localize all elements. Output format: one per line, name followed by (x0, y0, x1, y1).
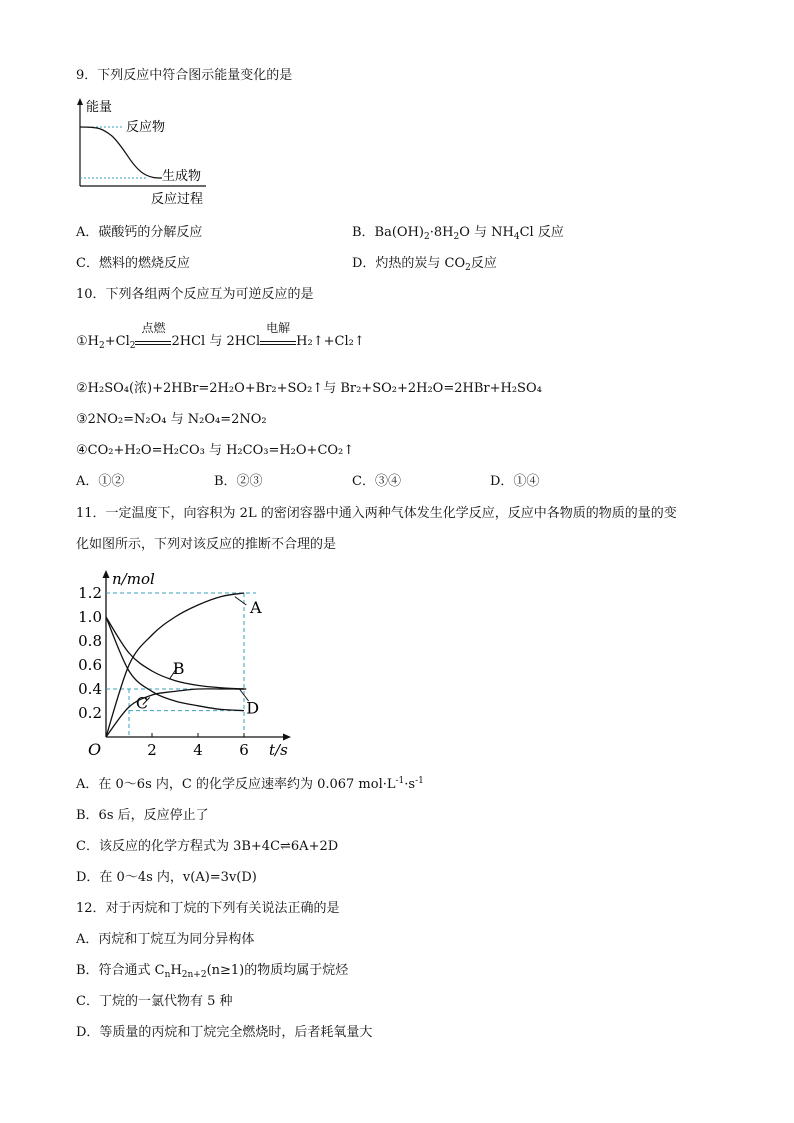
series-curve-d (106, 689, 244, 737)
y-tick-label: 0.4 (78, 680, 102, 698)
q12-stem: 12．对于丙烷和丁烷的下列有关说法正确的是 (76, 901, 340, 916)
x-tick-label: 6 (239, 741, 249, 758)
energy-x-label: 反应过程 (151, 192, 204, 207)
q12-option-b[interactable]: B．符合通式 $C_nH_{2n+2}(n\ge 1)$的物质均属于烷烃 (76, 963, 349, 980)
series-leader-a (235, 597, 247, 605)
x-axis-label: t/s (269, 741, 288, 758)
x-tick-label: 4 (193, 741, 203, 758)
series-label-d: D (246, 698, 260, 718)
q12-option-a[interactable]: A．丙烷和丁烷互为同分异构体 (76, 932, 255, 947)
q11-option-d[interactable]: D．在 0～4s 内，v(A)=3v(D) (76, 870, 257, 885)
series-label-c: C (135, 693, 149, 713)
y-tick-label: 0.6 (78, 656, 102, 674)
q10-option-d[interactable]: D．①④ (490, 474, 540, 489)
series-label-a: A (250, 598, 262, 617)
q9-option-b[interactable]: B．$Ba(OH)_2\cdot 8H_2O$ 与 $NH_4Cl$ 反应 (352, 225, 564, 242)
reactant-label: 反应物 (126, 120, 166, 135)
q9-option-a[interactable]: A．碳酸钙的分解反应 (76, 225, 203, 240)
energy-y-arrow (77, 98, 83, 105)
q9-stem: 9．下列反应中符合图示能量变化的是 (76, 68, 293, 83)
amount-time-chart (76, 566, 306, 758)
y-tick-label: 0.8 (78, 632, 102, 650)
q11-option-a[interactable]: A．在 0～6s 内，C 的化学反应速率约为 0.067 $mol\cdot L^{-1}\cdot s^{-1}$ (76, 776, 424, 792)
series-curve-b (106, 617, 244, 689)
q10-item-2: ②H₂SO₄(浓)+2HBr=2H₂O+Br₂+SO₂↑与 Br₂+SO₂+2H₂O=2HBr+H₂SO₄ (76, 381, 542, 396)
q9-option-c[interactable]: C．燃料的燃烧反应 (76, 256, 190, 271)
series-label-b: B (172, 659, 185, 678)
q10-item-4: ④CO₂+H₂O=H₂CO₃ 与 H₂CO₃=H₂O+CO₂↑ (76, 443, 355, 458)
electrolysis-condition: 电解 (260, 335, 296, 345)
q10-option-c[interactable]: C．③④ (352, 474, 401, 489)
energy-y-label: 能量 (86, 100, 113, 115)
q11-stem-line1: 11．一定温度下，向容积为 2L 的密闭容器中通入两种气体发生化学反应，反应中各物质的物质的量的变 (76, 506, 677, 521)
y-axis-label: n/mol (112, 570, 155, 588)
q11-option-b[interactable]: B．6s 后，反应停止了 (76, 808, 209, 823)
y-tick-label: 1.2 (78, 584, 102, 602)
energy-diagram (70, 98, 220, 210)
q11-option-c[interactable]: C．该反应的化学方程式为 3B+4C⇌6A+2D (76, 839, 339, 854)
y-axis-arrow (103, 570, 110, 578)
q10-item-3: ③2NO₂=N₂O₄ 与 N₂O₄=2NO₂ (76, 412, 267, 427)
origin-label: O (88, 740, 102, 758)
q11-stem-line2: 化如图所示，下列对该反应的推断不合理的是 (76, 537, 337, 552)
y-tick-label: 0.2 (78, 704, 102, 722)
x-tick-label: 2 (147, 741, 157, 758)
y-tick-label: 1.0 (78, 608, 102, 626)
q12-option-d[interactable]: D．等质量的丙烷和丁烷完全燃烧时，后者耗氧量大 (76, 1025, 373, 1040)
q10-item-1: $①H_2+Cl_2$ 点燃 2HCl 与 2HCl 电解 H₂↑+Cl₂↑ (76, 321, 365, 351)
ignite-condition: 点燃 (135, 335, 171, 345)
q10-option-b[interactable]: B．②③ (214, 474, 263, 489)
product-label: 生成物 (162, 169, 202, 184)
q9-option-d[interactable]: D．灼热的炭与 $CO_2$反应 (352, 256, 497, 273)
q12-option-c[interactable]: C．丁烷的一氯代物有 5 种 (76, 994, 233, 1009)
q10-stem: 10．下列各组两个反应互为可逆反应的是 (76, 287, 314, 302)
q10-option-a[interactable]: A．①② (76, 474, 125, 489)
x-axis-arrow (283, 734, 291, 741)
